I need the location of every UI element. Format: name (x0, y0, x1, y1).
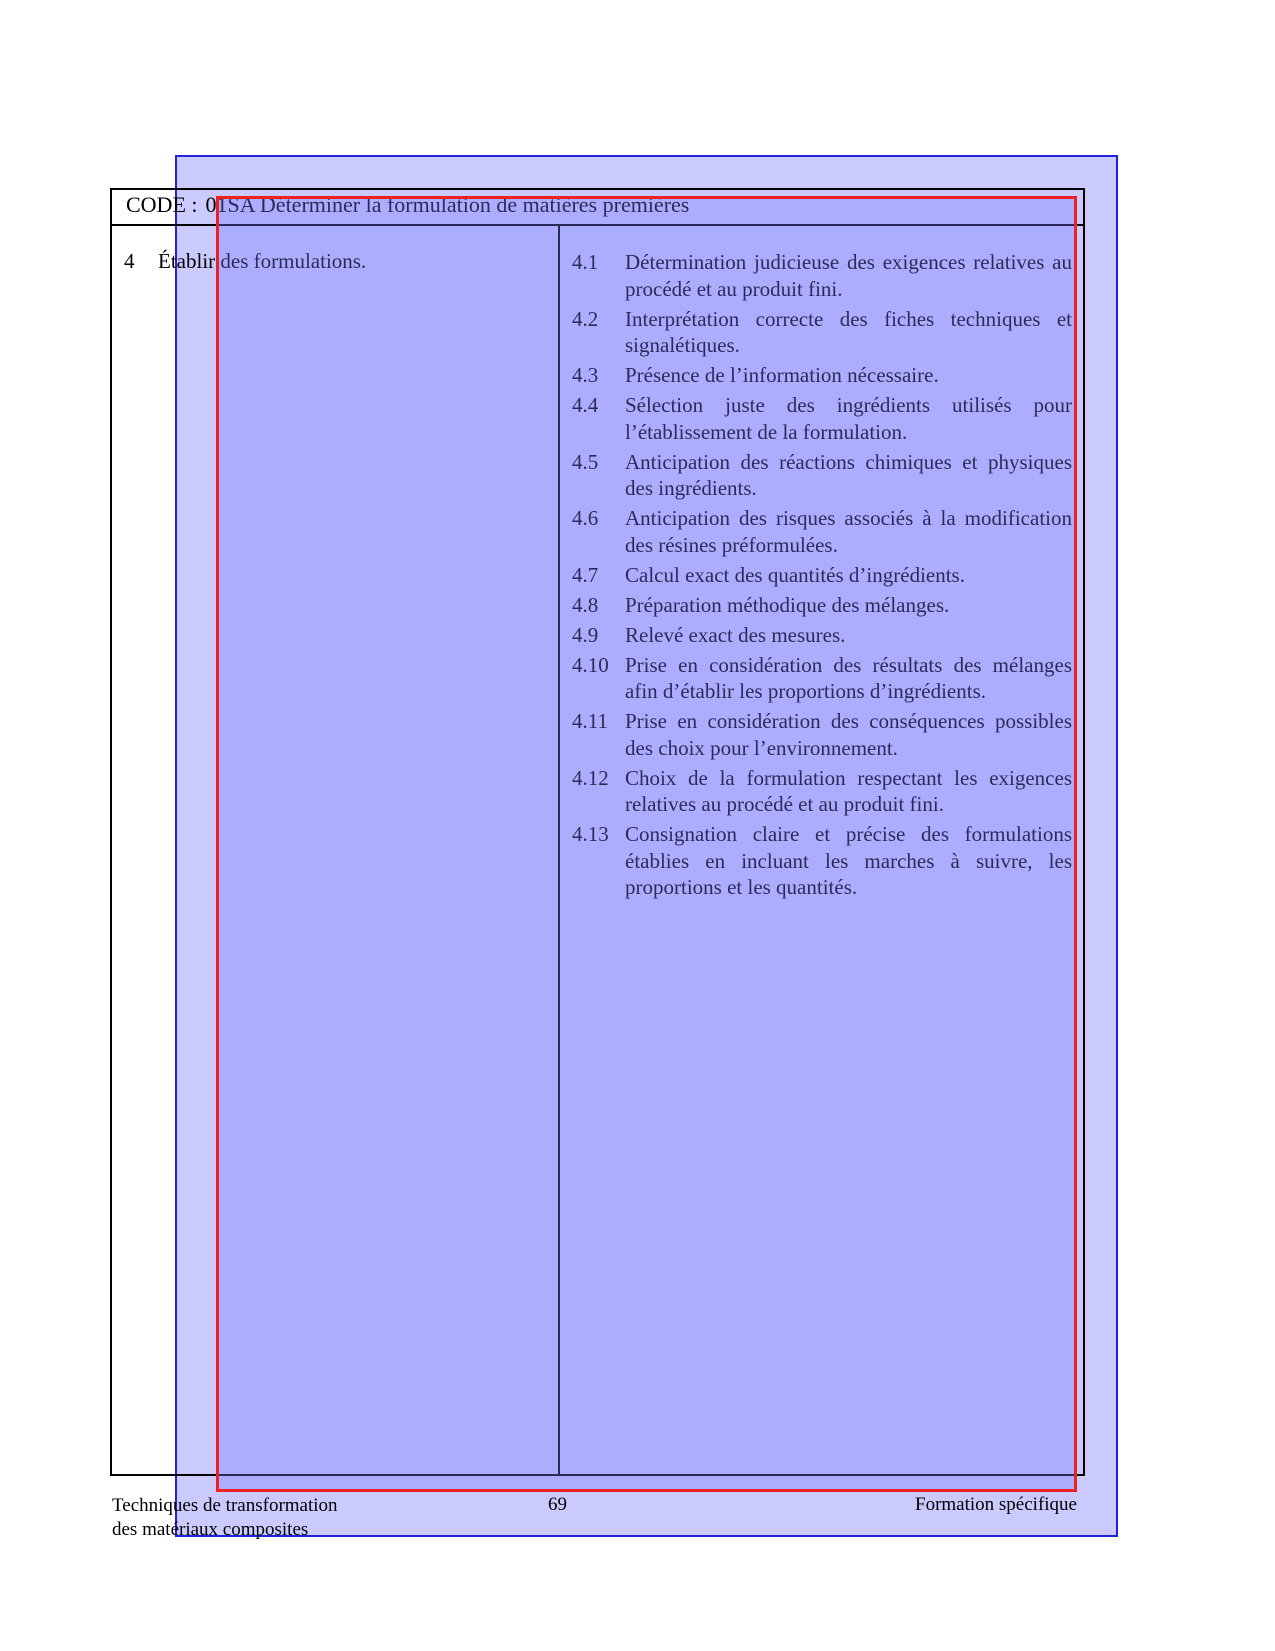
criterion-number: 4.5 (572, 449, 599, 474)
criterion-text: Présence de l’information nécessaire. (625, 363, 939, 387)
criterion-number: 4.11 (572, 709, 608, 733)
footer-program-line2: des matériaux composites (112, 1519, 309, 1540)
criterion-number: 4.3 (572, 363, 599, 387)
criterion-text: Choix de la formulation respectant les exigences relatives au procédé et au produit fini. (625, 765, 1072, 816)
code-value: 01SA (205, 192, 255, 217)
element-number: 4 (124, 249, 135, 273)
criterion-number: 4.6 (572, 506, 599, 530)
criterion-text: Préparation méthodique des mélanges. (625, 592, 950, 617)
footer-program-line1: Techniques de transformation (112, 1495, 338, 1516)
footer-page-number: 69 (548, 1494, 567, 1515)
criterion-number: 4.10 (572, 652, 609, 677)
criterion-text: Consignation claire et précise des formulations établies en incluant les marches à suivre, les proportions et les quantités. (625, 822, 1072, 899)
criterion-text: Sélection juste des ingrédients utilisés pour l’établissement de la formulation. (625, 393, 1072, 444)
criterion-text: Détermination judicieuse des exigences relatives au procédé et au produit fini. (625, 250, 1072, 301)
criterion-number: 4.1 (572, 250, 599, 274)
criterion-number: 4.2 (572, 306, 599, 331)
criterion-number: 4.7 (572, 562, 599, 587)
criterion-number: 4.12 (572, 765, 609, 790)
footer-section: Formation spécifique (915, 1494, 1077, 1515)
criterion-text: Interprétation correcte des fiches techniques et signalétiques. (625, 306, 1072, 357)
footer-program (112, 1494, 338, 1542)
criterion-text: Anticipation des risques associés à la modification des résines préformulées. (625, 506, 1072, 557)
criterion-number: 4.13 (572, 822, 609, 846)
criterion-text: Calcul exact des quantités d’ingrédients. (625, 562, 965, 587)
criterion-number: 4.9 (572, 622, 599, 647)
element-label: Établir des formulations. (158, 249, 367, 273)
criterion-text: Prise en considération des résultats des mélanges afin d’établir les proportions d’ingrédients. (625, 652, 1072, 703)
criterion-text: Prise en considération des conséquences possibles des choix pour l’environnement. (625, 709, 1072, 760)
criterion-text: Relevé exact des mesures. (625, 622, 846, 647)
code-label: CODE : (126, 192, 198, 217)
criterion-text: Anticipation des réactions chimiques et physiques des ingrédients. (625, 449, 1072, 500)
annotation-inner-box (216, 196, 1077, 1492)
competency-title: Déterminer la formulation de matières premières (259, 192, 690, 217)
criterion-number: 4.8 (572, 592, 599, 617)
criterion-number: 4.4 (572, 393, 599, 417)
